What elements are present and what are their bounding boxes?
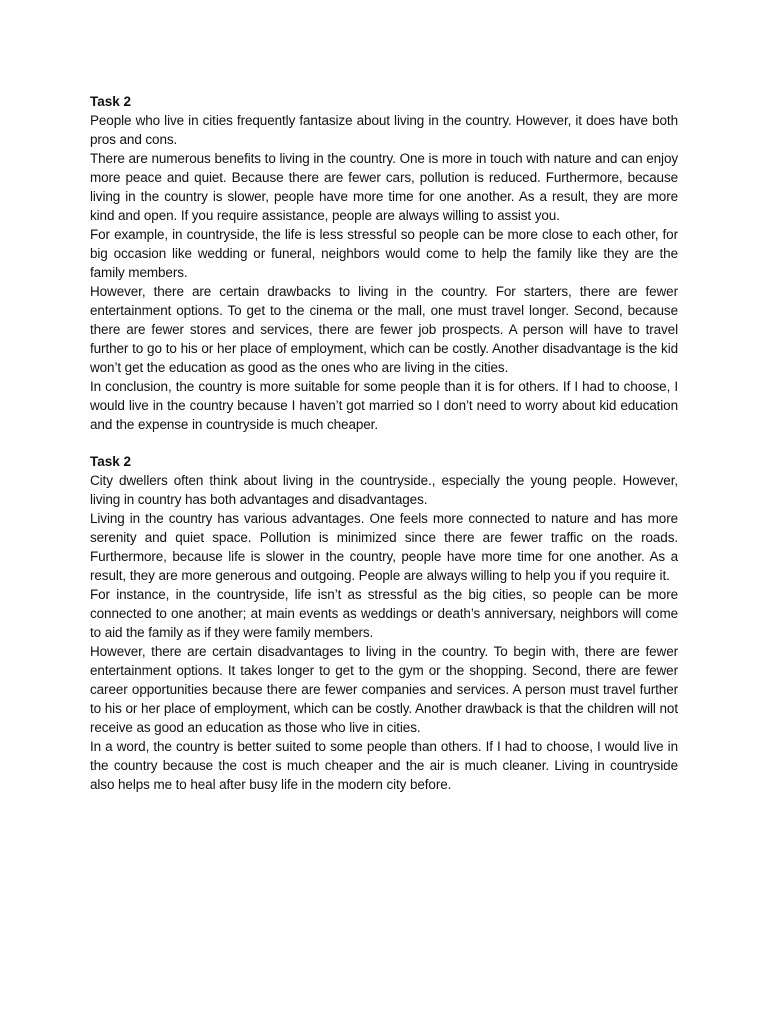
paragraph: For instance, in the countryside, life isn’t as stressful as the big cities, so people can be more connected to one another; at main events as weddings or death’s anniversary, neighbors will come to aid the family as if they were family members. (90, 587, 678, 640)
paragraph: In a word, the country is better suited to some people than others. If I had to choose, I would live in the country because the cost is much cheaper and the air is much cleaner. Living in countryside also helps me to heal after busy life in the modern city before. (90, 739, 678, 792)
document-page (90, 92, 678, 794)
section-title: Task 2 (90, 94, 132, 109)
paragraph: City dwellers often think about living in the countryside., especially the young people. However, living in country has both advantages and disadvantages. (90, 473, 678, 507)
paragraph: In conclusion, the country is more suitable for some people than it is for others. If I had to choose, I would live in the country because I haven’t got married so I don’t need to worry about kid education and the expense in countryside is much cheaper. (90, 379, 678, 432)
paragraph: There are numerous benefits to living in the country. One is more in touch with nature and can enjoy more peace and quiet. Because there are fewer cars, pollution is reduced. Furthermore, because living in the country is slower, people have more time for one another. As a result, they are more kind and open. If you require assistance, people are always willing to assist you. (90, 151, 678, 223)
essay-section-1 (90, 92, 678, 434)
essay-section-2 (90, 452, 678, 794)
paragraph: For example, in countryside, the life is less stressful so people can be more close to each other, for big occasion like wedding or funeral, neighbors would come to help the family like they are the family members. (90, 227, 678, 280)
paragraph: However, there are certain drawbacks to living in the country. For starters, there are fewer entertainment options. To get to the cinema or the mall, one must travel longer. Second, because there are fewer stores and services, there are fewer job prospects. A person will have to travel further to go to his or her place of employment, which can be costly. Another disadvantage is the kid won’t get the education as good as the ones who are living in the cities. (90, 284, 678, 375)
paragraph: People who live in cities frequently fantasize about living in the country. However, it does have both pros and cons. (90, 113, 678, 147)
paragraph: Living in the country has various advantages. One feels more connected to nature and has more serenity and quiet space. Pollution is minimized since there are fewer traffic on the roads. Furthermore, because life is slower in the country, people have more time for one another. As a result, they are more generous and outgoing. People are always willing to help you if you require it. (90, 511, 678, 583)
paragraph: However, there are certain disadvantages to living in the country. To begin with, there are fewer entertainment options. It takes longer to get to the gym or the shopping. Second, there are fewer career opportunities because there are fewer companies and services. A person must travel further to his or her place of employment, which can be costly. Another drawback is that the children will not receive as good an education as those who live in cities. (90, 644, 678, 735)
section-title: Task 2 (90, 454, 132, 469)
